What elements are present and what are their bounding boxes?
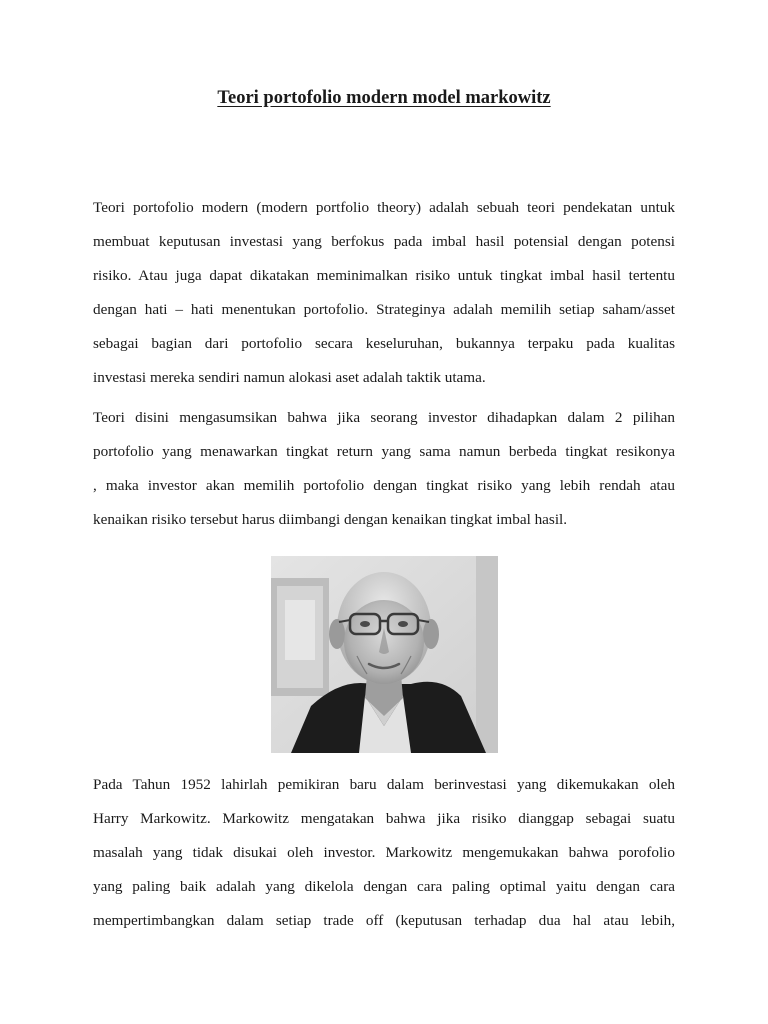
paragraph-1-line: dengan hati – hati menentukan portofolio. Strateginya adalah memilih setiap saham/asset — [93, 301, 675, 318]
paragraph-3-line: Harry Markowitz. Markowitz mengatakan bahwa jika risiko dianggap sebagai suatu — [93, 810, 675, 827]
paragraph-3 — [93, 775, 675, 945]
paragraph-2 — [93, 408, 675, 544]
paragraph-2-line: kenaikan risiko tersebut harus diimbangi dengan kenaikan tingkat imbal hasil. — [93, 511, 568, 528]
paragraph-1-line: risiko. Atau juga dapat dikatakan meminimalkan risiko untuk tingkat imbal hasil tertentu — [93, 267, 675, 284]
paragraph-1-line: membuat keputusan investasi yang berfokus pada imbal hasil potensial dengan potensi — [93, 233, 675, 250]
paragraph-2-line: portofolio yang menawarkan tingkat return yang sama namun berbeda tingkat resikonya — [93, 443, 675, 460]
paragraph-3-line: masalah yang tidak disukai oleh investor. Markowitz mengemukakan bahwa porofolio — [93, 844, 675, 861]
paragraph-2-line: Teori disini mengasumsikan bahwa jika seorang investor dihadapkan dalam 2 pilihan — [93, 409, 675, 426]
paragraph-1-line: Teori portofolio modern (modern portfolio theory) adalah sebuah teori pendekatan untuk — [93, 199, 675, 216]
portrait-photo — [271, 556, 498, 753]
paragraph-3-line: yang paling baik adalah yang dikelola dengan cara paling optimal yaitu dengan cara — [93, 878, 675, 895]
paragraph-1 — [93, 198, 675, 402]
paragraph-1-line: sebagai bagian dari portofolio secara keseluruhan, bukannya terpaku pada kualitas — [93, 335, 675, 352]
page-title: Teori portofolio modern model markowitz — [217, 88, 551, 108]
paragraph-3-line: Pada Tahun 1952 lahirlah pemikiran baru dalam berinvestasi yang dikemukakan oleh — [93, 776, 675, 793]
paragraph-3-line: mempertimbangkan dalam setiap trade off (keputusan terhadap dua hal atau lebih, — [93, 912, 675, 929]
paragraph-2-line: , maka investor akan memilih portofolio dengan tingkat risiko yang lebih rendah atau — [93, 477, 675, 494]
paragraph-1-line: investasi mereka sendiri namun alokasi aset adalah taktik utama. — [93, 369, 486, 386]
